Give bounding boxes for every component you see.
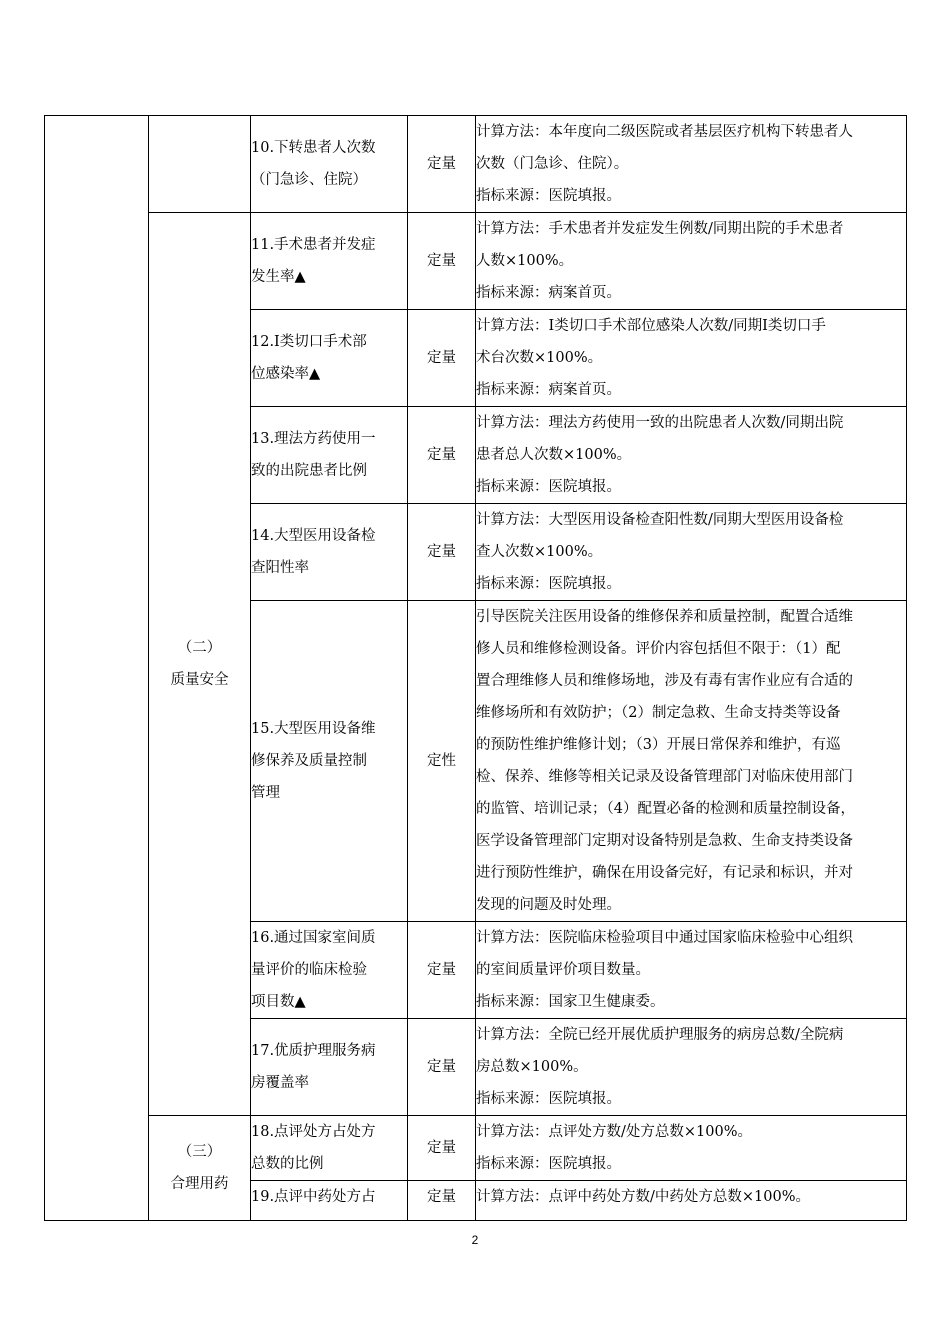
table-row: [45, 213, 907, 310]
group-cell-continued: [149, 116, 251, 213]
description-line: 维修场所和有效防护；（2）制定急救、生命支持类等设备: [476, 705, 841, 721]
indicator-description: [476, 601, 907, 922]
description-line: 指标来源：病案首页。: [476, 285, 621, 301]
indicator-name: [251, 407, 408, 504]
description-line: 计算方法：Ⅰ类切口手术部位感染人次数/同期Ⅰ类切口手: [476, 318, 826, 334]
indicator-type: 定量: [408, 922, 476, 1019]
indicator-type: 定量: [408, 1181, 476, 1221]
indicator-description: [476, 1181, 907, 1221]
description-line: 检、保养、维修等相关记录及设备管理部门对临床使用部门: [476, 769, 853, 785]
table-row: [45, 116, 907, 213]
indicator-name-line: 15.大型医用设备维: [251, 721, 376, 737]
description-line: 置合理维修人员和维修场地，涉及有毒有害作业应有合适的: [476, 673, 853, 689]
description-line: 的预防性维护维修计划；（3）开展日常保养和维护，有巡: [476, 737, 841, 753]
description-line: 术台次数×100%。: [476, 350, 603, 366]
indicator-description: [476, 116, 907, 213]
indicator-description: [476, 1019, 907, 1116]
description-line: 引导医院关注医用设备的维修保养和质量控制，配置合适维: [476, 609, 853, 625]
indicator-type: 定量: [408, 310, 476, 407]
indicator-name-line: 房覆盖率: [251, 1075, 309, 1091]
group-number: （三）: [177, 1144, 222, 1160]
indicator-name-line: 16.通过国家室间质: [251, 930, 376, 946]
indicator-name: [251, 601, 408, 922]
indicator-name: [251, 1019, 408, 1116]
indicator-description: [476, 1116, 907, 1181]
indicator-type: 定量: [408, 1019, 476, 1116]
description-line: 计算方法：本年度向二级医院或者基层医疗机构下转患者人: [476, 124, 853, 140]
description-line: 计算方法：手术患者并发症发生例数/同期出院的手术患者: [476, 221, 844, 237]
indicator-name-line: 修保养及质量控制: [251, 753, 367, 769]
indicator-name-line: 发生率▲: [251, 269, 306, 285]
indicator-description: [476, 213, 907, 310]
description-line: 计算方法：理法方药使用一致的出院患者人次数/同期出院: [476, 415, 844, 431]
description-line: 查人次数×100%。: [476, 544, 603, 560]
description-line: 指标来源：国家卫生健康委。: [476, 994, 665, 1010]
indicator-name: [251, 213, 408, 310]
indicator-name: [251, 116, 408, 213]
description-line: 指标来源：医院填报。: [476, 576, 621, 592]
indicator-type: 定量: [408, 213, 476, 310]
indicator-type: 定量: [408, 1116, 476, 1181]
indicator-name-line: 17.优质护理服务病: [251, 1043, 376, 1059]
description-line: 指标来源：医院填报。: [476, 1091, 621, 1107]
description-line: 患者总人次数×100%。: [476, 447, 632, 463]
group-title: 合理用药: [170, 1176, 229, 1192]
group-cell-quality: [149, 213, 251, 1116]
indicator-type: 定量: [408, 504, 476, 601]
description-line: 的监管、培训记录；（4）配置必备的检测和质量控制设备，: [476, 801, 855, 817]
indicator-type: 定量: [408, 116, 476, 213]
description-line: 计算方法：大型医用设备检查阳性数/同期大型医用设备检: [476, 512, 844, 528]
indicator-name: [251, 504, 408, 601]
description-line: 医学设备管理部门定期对设备特别是急救、生命支持类设备: [476, 833, 853, 849]
indicator-name: [251, 1181, 408, 1221]
table-row: [45, 1116, 907, 1181]
indicator-name-line: 19.点评中药处方占: [251, 1189, 376, 1205]
description-line: 指标来源：医院填报。: [476, 188, 621, 204]
group-number: （二）: [177, 640, 222, 656]
indicator-name-line: 10.下转患者人次数: [251, 140, 376, 156]
indicator-name-line: 量评价的临床检验: [251, 962, 367, 978]
description-line: 计算方法：点评中药处方数/中药处方总数×100%。: [476, 1189, 810, 1205]
group-title: 质量安全: [170, 672, 229, 688]
indicator-name-line: 11.手术患者并发症: [251, 237, 376, 253]
group-cell-medication: [149, 1116, 251, 1221]
indicator-description: [476, 407, 907, 504]
indicator-name-line: 查阳性率: [251, 560, 309, 576]
description-line: 进行预防性维护，确保在用设备完好，有记录和标识，并对: [476, 865, 853, 881]
indicator-type: 定量: [408, 407, 476, 504]
indicator-name-line: （门急诊、住院）: [251, 172, 367, 188]
indicator-type: 定性: [408, 601, 476, 922]
description-line: 计算方法：点评处方数/处方总数×100%。: [476, 1124, 752, 1140]
indicator-name: [251, 1116, 408, 1181]
indicator-name-line: 管理: [251, 785, 280, 801]
description-line: 计算方法：全院已经开展优质护理服务的病房总数/全院病: [476, 1027, 844, 1043]
category-cell: [45, 116, 149, 1221]
indicator-description: [476, 310, 907, 407]
description-line: 指标来源：医院填报。: [476, 479, 621, 495]
indicator-name: [251, 922, 408, 1019]
description-line: 的室间质量评价项目数量。: [476, 962, 650, 978]
description-line: 次数（门急诊、住院）。: [476, 156, 629, 172]
description-line: 指标来源：医院填报。: [476, 1156, 621, 1172]
page-number: 2: [471, 1233, 479, 1247]
description-line: 人数×100%。: [476, 253, 574, 269]
indicator-description: [476, 504, 907, 601]
description-line: 修人员和维修检测设备。评价内容包括但不限于：（1）配: [476, 641, 841, 657]
description-line: 房总数×100%。: [476, 1059, 588, 1075]
description-line: 指标来源：病案首页。: [476, 382, 621, 398]
indicator-name-line: 项目数▲: [251, 994, 306, 1010]
description-line: 计算方法：医院临床检验项目中通过国家临床检验中心组织: [476, 930, 853, 946]
indicator-name-line: 12.Ⅰ类切口手术部: [251, 334, 367, 350]
indicator-description: [476, 922, 907, 1019]
indicator-name: [251, 310, 408, 407]
description-line: 发现的问题及时处理。: [476, 897, 621, 913]
indicator-name-line: 13.理法方药使用一: [251, 431, 376, 447]
indicator-name-line: 位感染率▲: [251, 366, 321, 382]
indicator-name-line: 14.大型医用设备检: [251, 528, 376, 544]
indicator-table: [44, 115, 907, 1221]
indicator-name-line: 总数的比例: [251, 1156, 324, 1172]
indicator-name-line: 18.点评处方占处方: [251, 1124, 376, 1140]
indicator-name-line: 致的出院患者比例: [251, 463, 367, 479]
